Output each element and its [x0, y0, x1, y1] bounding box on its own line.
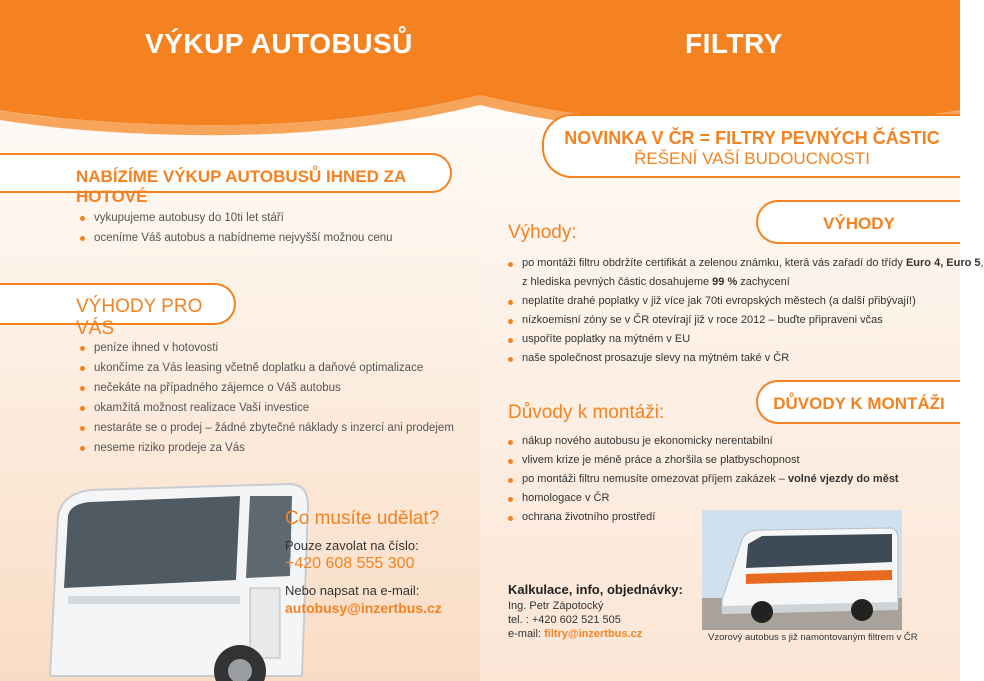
offer-title-pill: [0, 153, 452, 206]
benefits-title-pill: [0, 283, 236, 339]
list-item: nákup nového autobusu je ekonomicky nerentabilní: [508, 432, 899, 451]
order-contact-block: [508, 582, 683, 640]
reasons-pill-label: DŮVODY K MONTÁŽI: [773, 394, 945, 413]
benefits-list: [80, 338, 454, 458]
list-item: ukončíme za Vás leasing včetně doplatku a daňové optimalizace: [80, 358, 454, 378]
contact-name: Ing. Petr Zápotocký: [508, 600, 604, 612]
list-item: po montáži filtru obdržíte certifikát a zelenou známku, která vás zařadí do třídy Euro 4, Euro 5,: [508, 254, 984, 273]
list-item: nestaráte se o prodej – žádné zbytečné náklady s inzercí ani prodejem: [80, 418, 454, 438]
contact-email: e-mail: filtry@inzertbus.cz: [508, 628, 643, 640]
offer-title: NABÍZÍME VÝKUP AUTOBUSŮ IHNED ZA HOTOVÉ: [76, 167, 406, 206]
advantages-pill: [756, 200, 960, 244]
list-item: vlivem krize je méně práce a zhoršila se platbyschopnost: [508, 451, 899, 470]
news-subtitle: ŘEŠENÍ VAŠÍ BUDOUCNOSTI: [634, 149, 870, 168]
call-label: Pouze zavolat na číslo:: [285, 538, 419, 553]
list-item: nečekáte na případného zájemce o Váš autobus: [80, 378, 454, 398]
news-pill: [542, 114, 960, 178]
list-item: nízkoemisní zóny se v ČR otevírají již v roce 2012 – buďte připraveni včas: [508, 311, 984, 330]
list-item: vykupujeme autobusy do 10ti let stáří: [80, 208, 393, 228]
news-title: NOVINKA V ČR = FILTRY PEVNÝCH ČÁSTIC: [564, 128, 940, 148]
phone-number[interactable]: +420 608 555 300: [285, 555, 415, 572]
right-panel: [480, 0, 984, 681]
list-item: peníze ihned v hotovosti: [80, 338, 454, 358]
list-item: naše společnost prosazuje slevy na mýtném také v ČR: [508, 349, 984, 368]
order-contact-title: Kalkulace, info, objednávky:: [508, 582, 683, 597]
left-orange-banner: [0, 0, 480, 150]
left-panel: [0, 0, 480, 681]
list-item: po montáži filtru nemusíte omezovat příjem zakázek – volné vjezdy do měst: [508, 470, 899, 489]
contact-question: Co musíte udělat?: [285, 508, 440, 529]
contact-phone[interactable]: tel. : +420 602 521 505: [508, 614, 621, 626]
list-item: homologace v ČR: [508, 489, 899, 508]
benefits-title: VÝHODY PRO VÁS: [76, 296, 203, 339]
list-item: neseme riziko prodeje za Vás: [80, 438, 454, 458]
reasons-heading: Důvody k montáži:: [508, 402, 665, 423]
email-label: Nebo napsat na e-mail:: [285, 583, 420, 598]
right-banner-title: FILTRY: [685, 28, 783, 59]
advantages-pill-label: VÝHODY: [823, 214, 895, 233]
left-banner-title: VÝKUP AUTOBUSŮ: [145, 28, 413, 59]
bus-photo: [702, 510, 902, 630]
advantages-list: [508, 254, 984, 368]
advantages-heading: Výhody:: [508, 222, 577, 243]
list-item: okamžitá možnost realizace Vaší investice: [80, 398, 454, 418]
reasons-pill: [756, 380, 960, 424]
list-item: uspoříte poplatky na mýtném v EU: [508, 330, 984, 349]
list-item: ochrana životního prostředí: [508, 508, 899, 527]
list-item: z hlediska pevných částic dosahujeme 99 % zachycení: [522, 276, 790, 288]
list-item: neplatíte drahé poplatky v již více jak 70ti evropských městech (a další přibývají!): [508, 292, 984, 311]
photo-caption: Vzorový autobus s již namontovaným filtrem v ČR: [708, 632, 918, 643]
contact-block: [285, 508, 442, 616]
list-item: oceníme Váš autobus a nabídneme nejvyšší možnou cenu: [80, 228, 393, 248]
email-link[interactable]: autobusy@inzertbus.cz: [285, 600, 442, 616]
intro-list: [80, 208, 393, 248]
contact-email-link[interactable]: filtry@inzertbus.cz: [544, 628, 643, 640]
